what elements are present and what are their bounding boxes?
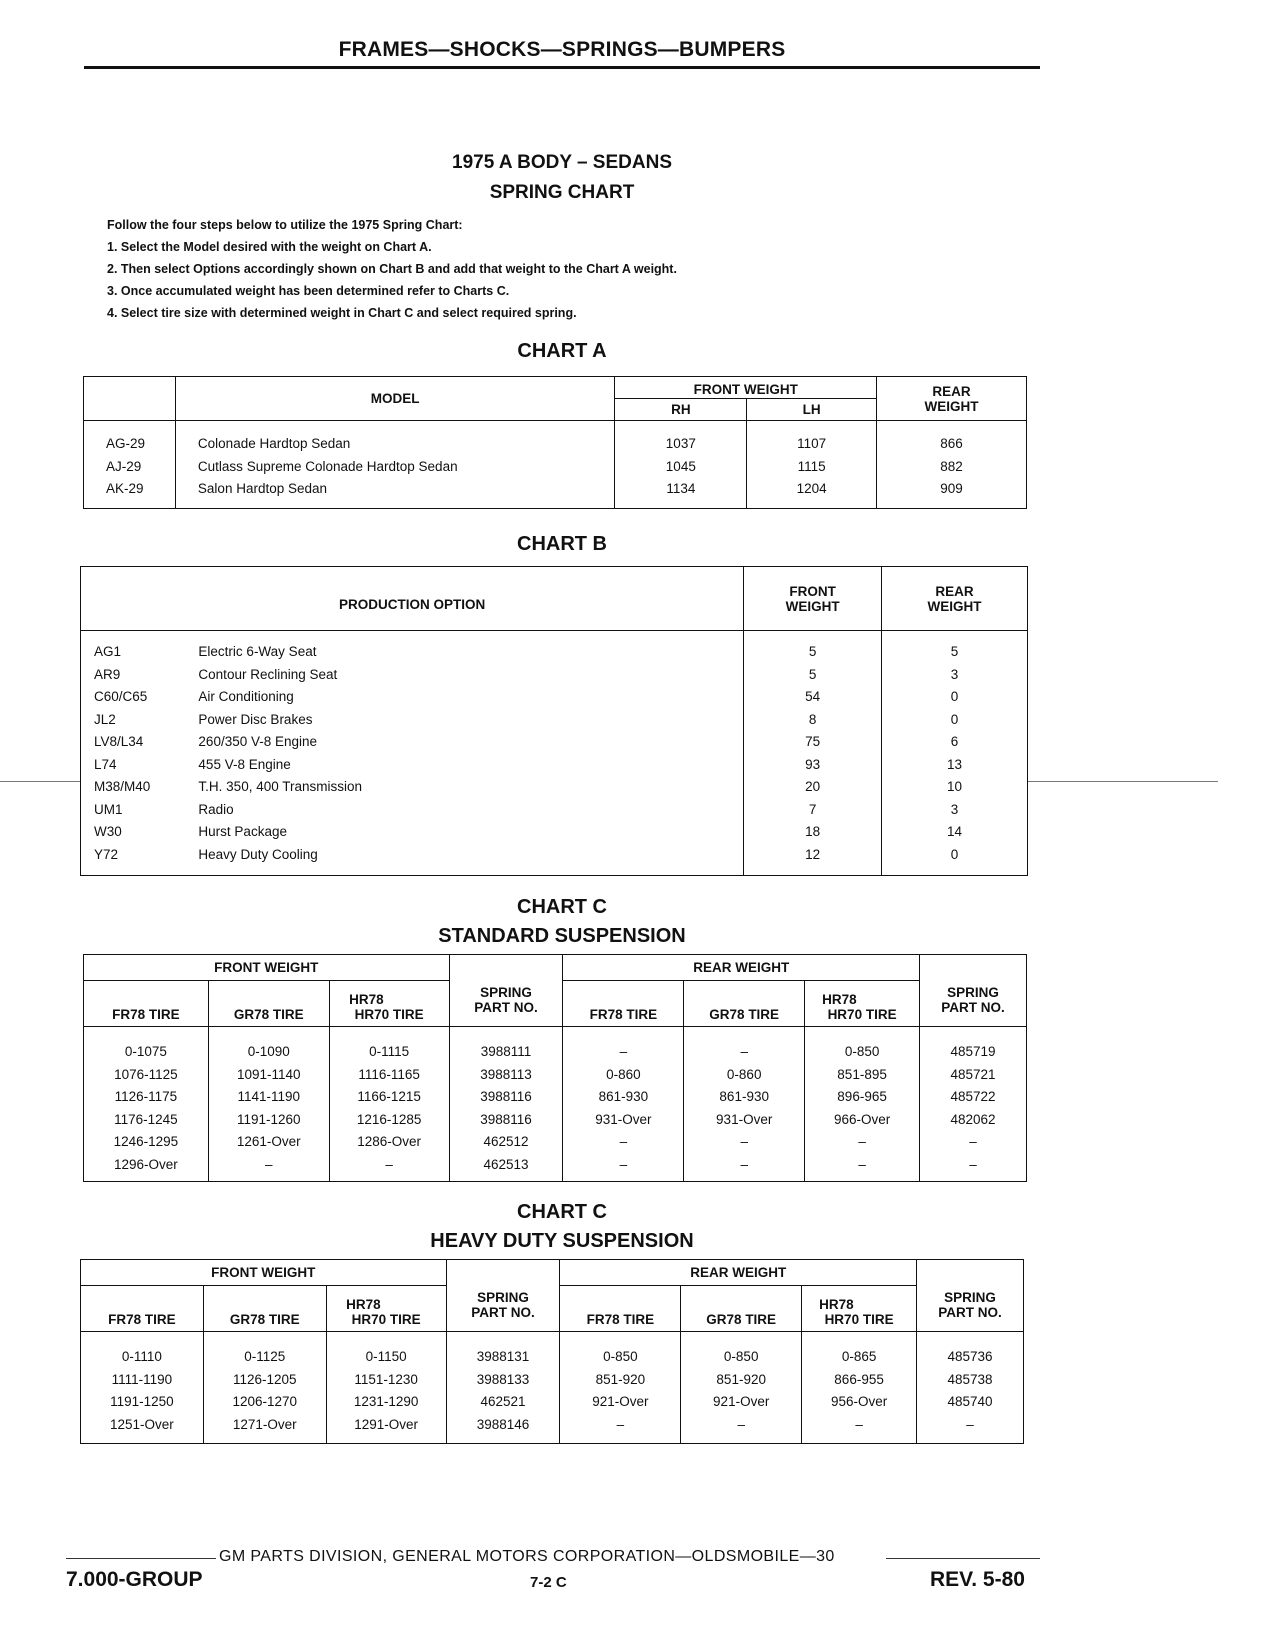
table-cell: 0-860 [684, 1063, 805, 1086]
table-cell: 3988131 [446, 1346, 560, 1369]
table-cell: 3988111 [449, 1041, 563, 1064]
table-cell: 851-920 [681, 1368, 802, 1391]
table-cell: 0-850 [681, 1346, 802, 1369]
table-cell: 1126-1175 [84, 1086, 209, 1109]
table-row [84, 478, 1027, 501]
spring-part-header [917, 1260, 1024, 1332]
spring-part-header [446, 1260, 560, 1332]
table-cell: – [681, 1413, 802, 1436]
front-weight: 7 [744, 798, 882, 821]
table-cell: 1091-1140 [208, 1063, 329, 1086]
front-weight: 75 [744, 731, 882, 754]
table-cell: – [560, 1413, 681, 1436]
header-line: HR70 TIRE [351, 1312, 421, 1327]
gr78-header: GR78 TIRE [681, 1286, 802, 1332]
chart-a-rear-weight-header [877, 377, 1027, 421]
table-row [84, 455, 1027, 478]
option-code: M38/M40 [81, 776, 197, 799]
option-name: Radio [196, 798, 743, 821]
option-code: W30 [81, 821, 197, 844]
footer-rule-left [66, 1558, 216, 1559]
table-row [81, 731, 1028, 754]
option-name: T.H. 350, 400 Transmission [196, 776, 743, 799]
table-cell: 1116-1165 [329, 1063, 449, 1086]
table-cell: – [208, 1153, 329, 1176]
gr78-header: GR78 TIRE [203, 1286, 326, 1332]
front-lh: 1107 [747, 433, 877, 456]
page-header: FRAMES—SHOCKS—SPRINGS—BUMPERS [338, 38, 786, 61]
chart-b-option-header: PRODUCTION OPTION [81, 567, 744, 631]
table-cell: 931-Over [684, 1108, 805, 1131]
footer-revision: REV. 5-80 [930, 1568, 1025, 1591]
chart-b-rear-header [882, 567, 1028, 631]
table-row [81, 1391, 1024, 1414]
table-row [81, 776, 1028, 799]
table-cell: 866-955 [802, 1368, 917, 1391]
table-cell: 851-895 [805, 1063, 920, 1086]
instruction-step: 3. Once accumulated weight has been determined refer to Charts C. [107, 284, 510, 298]
front-lh: 1115 [747, 455, 877, 478]
chart-c-standard-table [83, 954, 1027, 1182]
table-row [81, 641, 1028, 664]
footer-text: GM PARTS DIVISION, GENERAL MOTORS CORPORATION—OLDSMOBILE—30 [219, 1548, 835, 1565]
header-line: PART NO. [471, 1305, 535, 1320]
option-name: 455 V-8 Engine [196, 753, 743, 776]
option-name: Power Disc Brakes [196, 708, 743, 731]
rear-weight: 3 [882, 798, 1028, 821]
table-cell: 0-1090 [208, 1041, 329, 1064]
table-cell: 931-Over [563, 1108, 684, 1131]
table-cell: – [563, 1131, 684, 1154]
option-name: Heavy Duty Cooling [196, 843, 743, 866]
chart-a-table [83, 376, 1027, 509]
chart-b-front-header [744, 567, 882, 631]
front-weight: 8 [744, 708, 882, 731]
rear-weight: 0 [882, 708, 1028, 731]
option-code: UM1 [81, 798, 197, 821]
header-line: HR78 [822, 992, 857, 1007]
front-weight: 5 [744, 641, 882, 664]
gr78-header: GR78 TIRE [684, 981, 805, 1027]
option-code: AG1 [81, 641, 197, 664]
option-code: Y72 [81, 843, 197, 866]
header-line: PART NO. [941, 1000, 1005, 1015]
instruction-step: 1. Select the Model desired with the weight on Chart A. [107, 240, 432, 254]
table-cell: 861-930 [563, 1086, 684, 1109]
table-cell: 1111-1190 [81, 1368, 204, 1391]
table-row [84, 1063, 1027, 1086]
spring-part-header [449, 955, 563, 1027]
table-cell: 1291-Over [326, 1413, 446, 1436]
table-row [81, 1413, 1024, 1436]
table-cell: 956-Over [802, 1391, 917, 1414]
rear-weight: 0 [882, 686, 1028, 709]
table-cell: 0-1115 [329, 1041, 449, 1064]
chart-a-title: CHART A [517, 340, 607, 362]
rear-weight: 10 [882, 776, 1028, 799]
table-cell: 0-850 [560, 1346, 681, 1369]
header-line: HR70 TIRE [827, 1007, 897, 1022]
table-cell: – [563, 1153, 684, 1176]
instructions-intro: Follow the four steps below to utilize the 1975 Spring Chart: [107, 218, 463, 232]
table-cell: – [684, 1131, 805, 1154]
front-rh: 1045 [615, 455, 747, 478]
header-line: HR70 TIRE [824, 1312, 894, 1327]
table-cell: 0-860 [563, 1063, 684, 1086]
header-line: SPRING [477, 1290, 529, 1305]
chart-c-heavy-duty-table [80, 1259, 1024, 1444]
table-cell: 3988116 [449, 1086, 563, 1109]
scan-line [0, 781, 80, 782]
header-line: HR78 [349, 992, 384, 1007]
footer-group: 7.000-GROUP [66, 1568, 203, 1591]
table-cell: 462521 [446, 1391, 560, 1414]
table-row [81, 686, 1028, 709]
model-code: AJ-29 [84, 455, 176, 478]
table-cell: 0-865 [802, 1346, 917, 1369]
table-cell: – [684, 1153, 805, 1176]
option-name: Electric 6-Way Seat [196, 641, 743, 664]
table-cell: 3988146 [446, 1413, 560, 1436]
header-line: REAR [935, 583, 974, 599]
chart-c-std-subtitle: STANDARD SUSPENSION [438, 925, 686, 947]
instruction-step: 2. Then select Options accordingly shown on Chart B and add that weight to the Chart A weight. [107, 262, 677, 276]
header-line: PART NO. [938, 1305, 1002, 1320]
hr78-header [802, 1286, 917, 1332]
table-cell: 0-1110 [81, 1346, 204, 1369]
model-code: AG-29 [84, 433, 176, 456]
rear-weight-header: REAR WEIGHT [560, 1260, 917, 1286]
table-cell: 921-Over [560, 1391, 681, 1414]
rear-weight: 13 [882, 753, 1028, 776]
doc-subtitle: SPRING CHART [489, 182, 635, 203]
table-row [84, 1086, 1027, 1109]
table-cell: 462512 [449, 1131, 563, 1154]
rear-weight: 0 [882, 843, 1028, 866]
fr78-header: FR78 TIRE [84, 981, 209, 1027]
table-row [84, 1131, 1027, 1154]
header-line: SPRING [947, 985, 999, 1000]
table-row [84, 1153, 1027, 1176]
footer-rule-right [886, 1558, 1040, 1559]
table-row [81, 1368, 1024, 1391]
option-code: C60/C65 [81, 686, 197, 709]
header-line: WEIGHT [927, 598, 982, 614]
table-cell: – [805, 1153, 920, 1176]
model-name: Cutlass Supreme Colonade Hardtop Sedan [175, 455, 614, 478]
front-lh: 1204 [747, 478, 877, 501]
table-cell: 1191-1250 [81, 1391, 204, 1414]
rear-weight: 882 [877, 455, 1027, 478]
table-cell: 1286-Over [329, 1131, 449, 1154]
header-line: HR78 [819, 1297, 854, 1312]
header-line: WEIGHT [785, 598, 840, 614]
front-rh: 1037 [615, 433, 747, 456]
header-line: HR78 [346, 1297, 381, 1312]
table-row [81, 708, 1028, 731]
table-cell: 485719 [920, 1041, 1027, 1064]
chart-b-table [80, 566, 1028, 876]
hr78-header [805, 981, 920, 1027]
table-cell: 966-Over [805, 1108, 920, 1131]
header-line: PART NO. [474, 1000, 538, 1015]
table-cell: – [329, 1153, 449, 1176]
table-row [81, 1346, 1024, 1369]
chart-c-std-title: CHART C [517, 896, 607, 918]
table-cell: 1296-Over [84, 1153, 209, 1176]
table-cell: 851-920 [560, 1368, 681, 1391]
option-code: AR9 [81, 663, 197, 686]
instructions [107, 214, 677, 324]
chart-a-code-header [84, 377, 176, 421]
front-weight: 93 [744, 753, 882, 776]
table-cell: 462513 [449, 1153, 563, 1176]
chart-a-front-weight-header: FRONT WEIGHT [615, 377, 877, 399]
table-cell: 1261-Over [208, 1131, 329, 1154]
table-cell: 0-1125 [203, 1346, 326, 1369]
table-cell: 1206-1270 [203, 1391, 326, 1414]
table-cell: 921-Over [681, 1391, 802, 1414]
model-code: AK-29 [84, 478, 176, 501]
model-name: Salon Hardtop Sedan [175, 478, 614, 501]
option-name: Contour Reclining Seat [196, 663, 743, 686]
front-weight: 54 [744, 686, 882, 709]
table-cell: 3988113 [449, 1063, 563, 1086]
table-cell: 1246-1295 [84, 1131, 209, 1154]
table-cell: 1251-Over [81, 1413, 204, 1436]
fr78-header: FR78 TIRE [563, 981, 684, 1027]
gr78-header: GR78 TIRE [208, 981, 329, 1027]
model-name: Colonade Hardtop Sedan [175, 433, 614, 456]
table-cell: – [917, 1413, 1024, 1436]
option-name: 260/350 V-8 Engine [196, 731, 743, 754]
table-cell: 0-850 [805, 1041, 920, 1064]
table-row [81, 821, 1028, 844]
table-cell: – [563, 1041, 684, 1064]
table-cell: 1166-1215 [329, 1086, 449, 1109]
table-cell: 1076-1125 [84, 1063, 209, 1086]
fr78-header: FR78 TIRE [81, 1286, 204, 1332]
table-cell: – [920, 1131, 1027, 1154]
table-row [84, 1108, 1027, 1131]
rear-weight: 866 [877, 433, 1027, 456]
fr78-header: FR78 TIRE [560, 1286, 681, 1332]
table-cell: 485722 [920, 1086, 1027, 1109]
spring-part-header [920, 955, 1027, 1027]
table-row [84, 1041, 1027, 1064]
front-weight: 5 [744, 663, 882, 686]
chart-a-model-header: MODEL [175, 377, 614, 421]
table-cell: 485736 [917, 1346, 1024, 1369]
rear-weight: 6 [882, 731, 1028, 754]
table-cell: – [684, 1041, 805, 1064]
front-weight: 12 [744, 843, 882, 866]
table-cell: 1126-1205 [203, 1368, 326, 1391]
chart-a-rh-header: RH [615, 399, 747, 421]
hr78-header [329, 981, 449, 1027]
header-rule [84, 66, 1040, 69]
header-line: WEIGHT [924, 398, 979, 414]
table-cell: 1271-Over [203, 1413, 326, 1436]
table-cell: 0-1150 [326, 1346, 446, 1369]
table-cell: 1191-1260 [208, 1108, 329, 1131]
option-name: Air Conditioning [196, 686, 743, 709]
option-code: JL2 [81, 708, 197, 731]
option-code: LV8/L34 [81, 731, 197, 754]
header-line: REAR [932, 383, 971, 399]
table-cell: 1141-1190 [208, 1086, 329, 1109]
chart-b-title: CHART B [517, 533, 607, 555]
rear-weight: 3 [882, 663, 1028, 686]
table-row [84, 433, 1027, 456]
header-line: FRONT [789, 583, 836, 599]
option-name: Hurst Package [196, 821, 743, 844]
table-cell: 1151-1230 [326, 1368, 446, 1391]
table-row [81, 753, 1028, 776]
chart-c-hd-title: CHART C [517, 1201, 607, 1223]
table-cell: 485721 [920, 1063, 1027, 1086]
scan-line [1028, 781, 1218, 782]
table-cell: 482062 [920, 1108, 1027, 1131]
table-cell: – [920, 1153, 1027, 1176]
table-cell: 3988133 [446, 1368, 560, 1391]
chart-a-lh-header: LH [747, 399, 877, 421]
option-code: L74 [81, 753, 197, 776]
doc-title: 1975 A BODY – SEDANS [452, 152, 672, 173]
front-weight-header: FRONT WEIGHT [84, 955, 450, 981]
rear-weight: 909 [877, 478, 1027, 501]
table-row [81, 663, 1028, 686]
table-cell: – [802, 1413, 917, 1436]
table-cell: 0-1075 [84, 1041, 209, 1064]
header-line: SPRING [944, 1290, 996, 1305]
front-weight-header: FRONT WEIGHT [81, 1260, 447, 1286]
table-row [81, 798, 1028, 821]
table-cell: 485738 [917, 1368, 1024, 1391]
rear-weight-header: REAR WEIGHT [563, 955, 920, 981]
front-weight: 20 [744, 776, 882, 799]
header-line: HR70 TIRE [354, 1007, 424, 1022]
rear-weight: 5 [882, 641, 1028, 664]
table-cell: 3988116 [449, 1108, 563, 1131]
table-cell: 861-930 [684, 1086, 805, 1109]
rear-weight: 14 [882, 821, 1028, 844]
instruction-step: 4. Select tire size with determined weight in Chart C and select required spring. [107, 306, 577, 320]
table-cell: 1231-1290 [326, 1391, 446, 1414]
table-cell: 896-965 [805, 1086, 920, 1109]
table-cell: 1216-1285 [329, 1108, 449, 1131]
table-cell: – [805, 1131, 920, 1154]
hr78-header [326, 1286, 446, 1332]
front-rh: 1134 [615, 478, 747, 501]
front-weight: 18 [744, 821, 882, 844]
table-row [81, 843, 1028, 866]
table-cell: 485740 [917, 1391, 1024, 1414]
table-cell: 1176-1245 [84, 1108, 209, 1131]
header-line: SPRING [480, 985, 532, 1000]
footer-page-number: 7-2 C [530, 1574, 567, 1591]
chart-c-hd-subtitle: HEAVY DUTY SUSPENSION [430, 1230, 694, 1252]
